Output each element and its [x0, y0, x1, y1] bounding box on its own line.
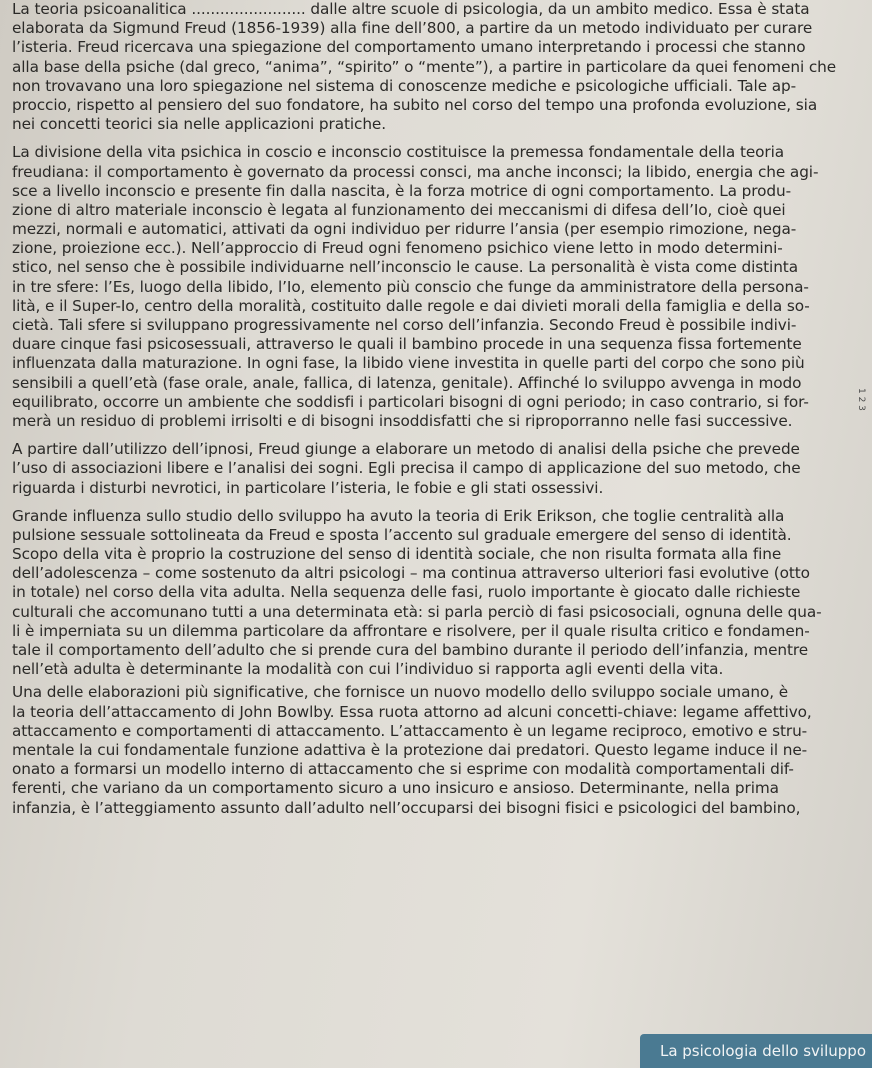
text-line: Grande influenza sullo studio dello sviluppo ha avuto la teoria di Erik Erikson, che toglie centralità alla	[12, 506, 785, 525]
paragraph	[12, 683, 860, 817]
text-line: La divisione della vita psichica in coscio e inconscio costituisce la premessa fondamentale della teoria	[12, 143, 785, 162]
paragraph	[12, 143, 860, 431]
text-line: infanzia, è l’atteggiamento assunto dall’adulto nell’occuparsi dei bisogni fisici e psicologici del bambino,	[12, 798, 801, 817]
text-line: in tre sfere: l’Es, luogo della libido, l’Io, elemento più conscio che funge da amministratore della persona-	[12, 277, 809, 296]
text-line: cietà. Tali sfere si sviluppano progressivamente nel corso dell’infanzia. Secondo Freud è possibile indivi-	[12, 316, 797, 334]
text-line: culturali che accomunano tutti a una determinata età: si parla perciò di fasi psicosociali, ognuna delle qua-	[12, 602, 822, 621]
body-text	[12, 0, 860, 818]
text-line: merà un residuo di problemi irrisolti e di bisogni insoddisfatti che si riproporranno nelle fasi successive.	[12, 411, 793, 430]
text-line: A partire dall’utilizzo dell’ipnosi, Freud giunge a elaborare un metodo di analisi della psiche che prevede	[12, 440, 800, 459]
text-line: nell’età adulta è determinante la modalità con cui l’individuo si rapporta agli eventi della vita.	[12, 660, 724, 679]
text-line: La teoria psicoanalitica ........................ dalle altre scuole di psicologia, da un ambito medico. Essa è stata	[12, 0, 810, 18]
paragraph	[12, 440, 860, 498]
text-line: l’uso di associazioni libere e l’analisi dei sogni. Egli precisa il campo di applicazione del suo metodo, che	[12, 459, 801, 478]
text-line: ferenti, che variano da un comportamento sicuro a uno insicuro e ansioso. Determinante, nella prima	[12, 779, 779, 798]
text-line: equilibrato, occorre un ambiente che soddisfi i particolari bisogni di ogni periodo; in caso contrario, si for-	[12, 392, 809, 411]
text-line: attaccamento e comportamenti di attaccamento. L’attaccamento è un legame reciproco, emotivo e stru-	[12, 721, 808, 740]
text-line: elaborata da Sigmund Freud (1856-1939) alla fine dell’800, a partire da un metodo individuato per curare	[12, 19, 813, 38]
text-line: Una delle elaborazioni più significative, che fornisce un nuovo modello dello sviluppo sociale umano, è	[12, 683, 789, 702]
text-line: sensibili a quell’età (fase orale, anale, fallica, di latenza, genitale). Affinché lo sviluppo avvenga in modo	[12, 373, 802, 392]
text-line: Scopo della vita è proprio la costruzione del senso di identità sociale, che non risulta formata alla fine	[12, 545, 782, 564]
text-line: in totale) nel corso della vita adulta. Nella sequenza delle fasi, ruolo importante è giocato dalle richieste	[12, 583, 801, 602]
section-footer-label: La psicologia dello sviluppo	[640, 1034, 872, 1068]
text-line: li è imperniata su un dilemma particolare da affrontare e risolvere, per il quale risulta critico e fondamen-	[12, 621, 810, 640]
text-line: l’isteria. Freud ricercava una spiegazione del comportamento umano interpretando i processi che stanno	[12, 38, 806, 57]
text-line: mentale la cui fondamentale funzione adattiva è la protezione dai predatori. Questo legame induce il ne-	[12, 740, 808, 759]
page-edge-tab: 1 2 3	[856, 388, 866, 411]
text-line: lità, e il Super-Io, centro della moralità, costituito dalle regole e dai divieti morali della famiglia e della so-	[12, 296, 810, 315]
text-line: mezzi, normali e automatici, attivati da ogni individuo per ridurre l’ansia (per esempio rimozione, nega-	[12, 220, 797, 239]
text-line: tale il comportamento dell’adulto che si prende cura del bambino durante il periodo dell’infanzia, mentre	[12, 641, 809, 659]
text-line: freudiana: il comportamento è governato da processi consci, ma anche inconsci; la libido, energia che agi-	[12, 162, 819, 181]
text-line: influenzata dalla maturazione. In ogni fase, la libido viene investita in quelle parti del corpo che sono più	[12, 354, 805, 373]
text-line: pulsione sessuale sottolineata da Freud e sposta l’accento sul graduale emergere del senso di identità.	[12, 525, 792, 544]
text-line: sce a livello inconscio e presente fin dalla nascita, è la forza motrice di ogni comportamento. La produ-	[12, 181, 792, 200]
text-line: zione, proiezione ecc.). Nell’approccio di Freud ogni fenomeno psichico viene letto in modo determini-	[12, 239, 783, 258]
text-line: onato a formarsi un modello interno di attaccamento che si esprime con modalità comportamentali dif-	[12, 760, 794, 779]
text-line: riguarda i disturbi nevrotici, in particolare l’isteria, le fobie e gli stati ossessivi.	[12, 478, 604, 497]
text-line: alla base della psiche (dal greco, “anima”, “spirito” o “mente”), a partire in particolare da quei fenomeni che	[12, 57, 837, 76]
text-line: non trovavano una loro spiegazione nel sistema di conoscenze mediche e psicologiche ufficiali. Tale ap-	[12, 76, 797, 95]
text-line: proccio, rispetto al pensiero del suo fondatore, ha subito nel corso del tempo una profonda evoluzione, sia	[12, 95, 818, 114]
text-line: zione di altro materiale inconscio è legata al funzionamento dei meccanismi di difesa dell’Io, cioè quei	[12, 200, 786, 219]
text-line: stico, nel senso che è possibile individuarne nell’inconscio le cause. La personalità è vista come distinta	[12, 258, 798, 277]
paragraph	[12, 0, 860, 134]
text-line: dell’adolescenza – come sostenuto da altri psicologi – ma continua attraverso ulteriori fasi evolutive (otto	[12, 564, 810, 583]
text-line: nei concetti teorici sia nelle applicazioni pratiche.	[12, 115, 387, 134]
paragraph	[12, 507, 860, 680]
text-line: duare cinque fasi psicosessuali, attraverso le quali il bambino procede in una sequenza fissa fortemente	[12, 335, 802, 354]
text-line: la teoria dell’attaccamento di John Bowlby. Essa ruota attorno ad alcuni concetti-chiave: legame affettivo,	[12, 702, 812, 721]
